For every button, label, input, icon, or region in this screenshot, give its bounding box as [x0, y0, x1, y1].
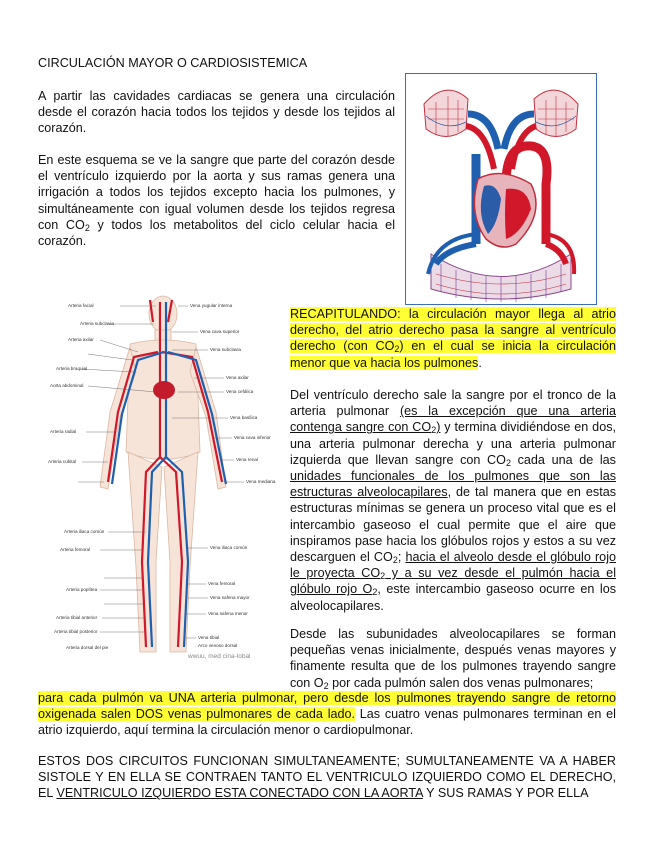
label-right-12: Vena safena mayor: [210, 595, 250, 600]
label-right-8: Vena renal: [236, 457, 258, 462]
schema-paragraph: En este esquema se ve la sangre que parte del corazón desde el ventrículo izquierdo por la aorta y sus ramas genera una irrigación a todos los tejidos excepto hacia los pulmones, y simultáneamente con igual volumen desde los tejidos regresa con $CO_2$ y todos los metabolitos del ciclo celular hacia el corazón.: [38, 153, 395, 249]
label-left-3: Arteria axilar: [68, 337, 94, 342]
heart-circulation-diagram: [405, 73, 597, 305]
label-right-11: Vena femoral: [208, 581, 236, 586]
label-left-8: Arteria iliaca común: [64, 529, 105, 534]
label-right-4: Vena axilar: [226, 375, 249, 380]
label-left-11: Arteria tibial anterior: [56, 615, 98, 620]
figure-watermark: wwuu, med cina-lobal: [188, 653, 251, 660]
label-right-15: Arco venoso dorsal: [198, 643, 238, 648]
summary-paragraph: para cada pulmón va UNA arteria pulmonar, pero desde los pulmones trayendo sangre de retorno oxigenada salen DOS venas pulmonares de cada lado. Las cuatro venas pulmonares terminan en el atrio izquierdo, aquí termina la circulación menor o cardiopulmonar.: [38, 691, 616, 738]
label-right-2: Vena cava superior: [200, 329, 240, 334]
lung-capillaries-left: [424, 90, 468, 136]
body-silhouette: [100, 296, 226, 652]
label-right-3: Vena subclavia: [210, 347, 241, 352]
heart-diagram-svg: [406, 74, 596, 304]
circuits-paragraph: ESTOS DOS CIRCUITOS FUNCIONAN SIMULTANEAMENTE; SUMULTANEAMENTE VA A HABER SISTOLE Y EN ELLA SE CONTRAEN TANTO EL VENTRICULO IZQUIERDO COMO EL DERECHO, EL VENTRICULO IZQUIERDO ESTA CONECTADO CON LA AORTA Y SUS RAMAS Y POR ELLA: [38, 754, 616, 801]
systemic-capillaries: [431, 254, 571, 302]
label-left-5: Aorta abdominal: [50, 383, 84, 388]
lung-capillaries-right: [534, 90, 578, 136]
intro-paragraph: A partir las cavidades cardiacas se genera una circulación desde el corazón hacia todos los tejidos y desde los tejidos al corazón.: [38, 89, 395, 136]
label-left-2: Arteria subclavia: [80, 321, 114, 326]
label-left-9: Arteria femoral: [60, 547, 91, 552]
label-right-9: Vena mediana: [246, 479, 276, 484]
label-right-5: Vena cefálica: [226, 389, 254, 394]
label-left-13: Arteria dorsal del pie: [66, 645, 109, 650]
label-left-12: Arteria tibial posterior: [54, 629, 98, 634]
pulmonary-artery-paragraph: Del ventrículo derecho sale la sangre por el tronco de la arteria pulmonar (es la excepción que una arteria contenga sangre con $CO_2$) y termina dividiéndose en dos, una arteria pulmonar derecha y una arteria pulmonar izquierda que llevan sangre con $CO_2$ cada una de las unidades funcionales de los pulmones que son las estructuras alveolocapilares, de tal manera que en estas estructuras mínimas se genera un proceso vital que es el intercambio gaseoso el cual permite que el aire que inspiramos pase hacia los glóbulos rojos y estos a su vez descarguen el $CO_2$; hacia el alveolo desde el glóbulo rojo le proyecta $CO_2$ y a su vez desde el pulmón hacia el glóbulo rojo $O_2$, este intercambio gaseoso ocurre en los alveolocapilares.: [290, 388, 617, 613]
label-right-6: Vena basílica: [230, 415, 258, 420]
label-right-1: Vena yugular interna: [190, 303, 233, 308]
page-title: CIRCULACIÓN MAYOR O CARDIOSISTEMICA: [38, 56, 308, 70]
body-heart: [153, 381, 175, 399]
recap-paragraph: RECAPITULANDO: la circulación mayor llega al atrio derecho, del atrio derecho pasa la sangre al ventrículo derecho (con $CO_2$) en el cual se inicia la circulación menor que va hacia los pulmones.: [290, 307, 616, 370]
label-right-13: Vena safena menor: [208, 611, 248, 616]
label-left-6: Arteria radial: [50, 429, 77, 434]
label-left-4: Arteria braquial: [56, 366, 88, 371]
label-left-10: Arteria poplítea: [66, 587, 98, 592]
pulmonary-veins-paragraph: Desde las subunidades alveolocapilares se forman pequeñas venas inicialmente, después venas mayores y finamente resulta que de los pulmones trayendo sangre con $O_2$ por cada pulmón salen dos venas pulmonares;: [290, 627, 616, 691]
label-right-7: Vena cava inferior: [234, 435, 271, 440]
label-left-1: Arteria facial: [68, 303, 94, 308]
label-right-14: Vena tibial: [198, 635, 220, 640]
body-circulation-figure: [38, 292, 283, 667]
label-right-10: Vena iliaca común: [210, 545, 248, 550]
label-left-7: Arteria cubital: [48, 459, 77, 464]
